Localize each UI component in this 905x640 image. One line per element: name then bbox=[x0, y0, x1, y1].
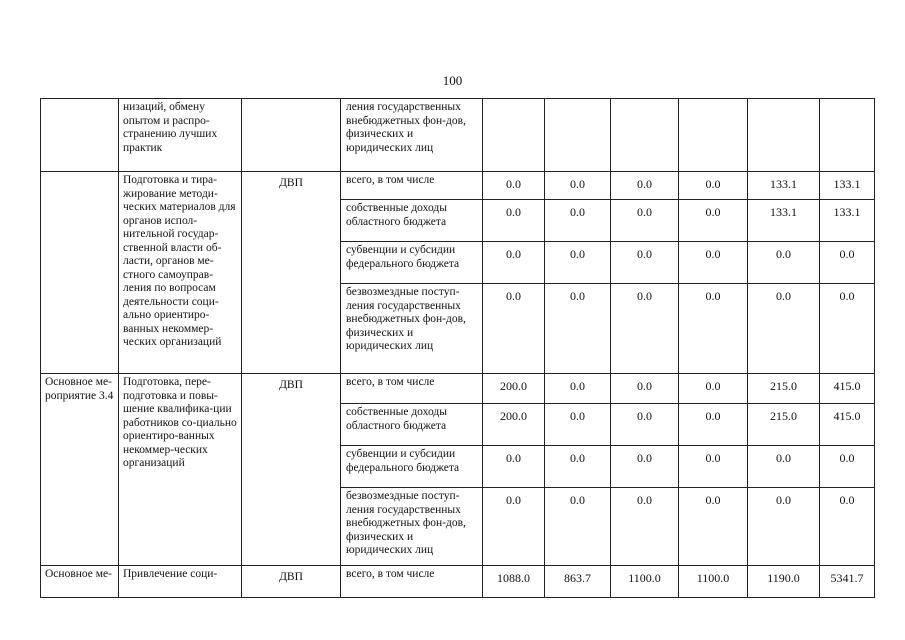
activity-name-cell: низаций, обмену опытом и распро-странению лучших практик bbox=[119, 99, 242, 172]
value-cell: 0.0 bbox=[611, 488, 679, 566]
funding-source-cell: всего, в том числе bbox=[341, 566, 483, 598]
value-cell: 0.0 bbox=[545, 404, 611, 446]
value-cell: 0.0 bbox=[483, 284, 545, 374]
activity-name-cell: Подготовка, пере-подготовка и повы-шение квалифика-ции работников со-циально ориентиро-ванных некоммер-ческих организаций bbox=[119, 374, 242, 566]
funding-source-cell: всего, в том числе bbox=[341, 172, 483, 200]
value-cell: 0.0 bbox=[679, 200, 748, 242]
value-cell: 0.0 bbox=[748, 488, 820, 566]
value-cell: 1190.0 bbox=[748, 566, 820, 598]
activity-code-cell bbox=[41, 99, 119, 172]
value-cell: 215.0 bbox=[748, 404, 820, 446]
value-cell bbox=[679, 99, 748, 172]
table-row bbox=[41, 566, 875, 598]
page-number: 100 bbox=[442, 73, 463, 88]
value-cell: 863.7 bbox=[545, 566, 611, 598]
funding-source-cell: субвенции и субсидии федерального бюджета bbox=[341, 242, 483, 284]
value-cell: 0.0 bbox=[545, 488, 611, 566]
value-cell: 1100.0 bbox=[611, 566, 679, 598]
value-cell: 0.0 bbox=[611, 284, 679, 374]
value-cell: 415.0 bbox=[820, 404, 875, 446]
value-cell: 1088.0 bbox=[483, 566, 545, 598]
activity-name-cell: Подготовка и тира-жирование методи-ческих материалов для органов испол-нительной государ-ственной власти об-ласти, органов ме-стного самоуправ-ления по вопросам деятельности соци-ально ориентиро-ванных некоммер-ческих организаций bbox=[119, 172, 242, 374]
value-cell: 0.0 bbox=[820, 446, 875, 488]
value-cell: 0.0 bbox=[679, 404, 748, 446]
value-cell: 133.1 bbox=[820, 172, 875, 200]
value-cell: 0.0 bbox=[611, 446, 679, 488]
source-cell: ДВП bbox=[242, 566, 341, 598]
value-cell: 0.0 bbox=[611, 242, 679, 284]
value-cell: 200.0 bbox=[483, 374, 545, 404]
value-cell: 133.1 bbox=[748, 200, 820, 242]
value-cell bbox=[748, 99, 820, 172]
value-cell: 0.0 bbox=[483, 488, 545, 566]
value-cell: 0.0 bbox=[545, 446, 611, 488]
value-cell: 5341.7 bbox=[820, 566, 875, 598]
value-cell: 0.0 bbox=[679, 446, 748, 488]
table-row bbox=[41, 374, 875, 404]
value-cell: 0.0 bbox=[483, 446, 545, 488]
value-cell: 0.0 bbox=[483, 242, 545, 284]
funding-source-cell: безвозмездные поступ-ления государственных внебюджетных фон-дов, физических и юридических лиц bbox=[341, 488, 483, 566]
activity-code-cell: Основное ме-роприятие 3.4 bbox=[41, 374, 119, 566]
value-cell: 0.0 bbox=[679, 488, 748, 566]
value-cell bbox=[545, 99, 611, 172]
value-cell: 0.0 bbox=[679, 374, 748, 404]
funding-source-cell: собственные доходы областного бюджета bbox=[341, 200, 483, 242]
value-cell: 0.0 bbox=[679, 284, 748, 374]
value-cell: 0.0 bbox=[611, 172, 679, 200]
value-cell bbox=[820, 99, 875, 172]
value-cell: 0.0 bbox=[483, 200, 545, 242]
value-cell: 0.0 bbox=[820, 284, 875, 374]
value-cell: 0.0 bbox=[611, 374, 679, 404]
value-cell bbox=[611, 99, 679, 172]
source-cell bbox=[242, 99, 341, 172]
table-body bbox=[41, 99, 875, 598]
value-cell: 0.0 bbox=[611, 404, 679, 446]
value-cell: 1100.0 bbox=[679, 566, 748, 598]
value-cell: 0.0 bbox=[679, 172, 748, 200]
value-cell: 0.0 bbox=[545, 374, 611, 404]
table-row bbox=[41, 99, 875, 172]
value-cell: 0.0 bbox=[748, 242, 820, 284]
value-cell bbox=[483, 99, 545, 172]
activity-code-cell: Основное ме- bbox=[41, 566, 119, 598]
funding-source-cell: ления государственных внебюджетных фон-дов, физических и юридических лиц bbox=[341, 99, 483, 172]
value-cell: 0.0 bbox=[748, 446, 820, 488]
value-cell: 0.0 bbox=[545, 200, 611, 242]
value-cell: 0.0 bbox=[611, 200, 679, 242]
funding-source-cell: всего, в том числе bbox=[341, 374, 483, 404]
value-cell: 415.0 bbox=[820, 374, 875, 404]
funding-source-cell: субвенции и субсидии федерального бюджета bbox=[341, 446, 483, 488]
activity-code-cell bbox=[41, 172, 119, 374]
source-cell: ДВП bbox=[242, 172, 341, 374]
activity-name-cell: Привлечение соци- bbox=[119, 566, 242, 598]
value-cell: 0.0 bbox=[545, 284, 611, 374]
value-cell: 0.0 bbox=[679, 242, 748, 284]
value-cell: 133.1 bbox=[820, 200, 875, 242]
value-cell: 133.1 bbox=[748, 172, 820, 200]
value-cell: 0.0 bbox=[483, 172, 545, 200]
value-cell: 200.0 bbox=[483, 404, 545, 446]
funding-source-cell: собственные доходы областного бюджета bbox=[341, 404, 483, 446]
value-cell: 0.0 bbox=[545, 242, 611, 284]
value-cell: 0.0 bbox=[820, 488, 875, 566]
value-cell: 0.0 bbox=[820, 242, 875, 284]
table-row bbox=[41, 172, 875, 200]
value-cell: 0.0 bbox=[545, 172, 611, 200]
value-cell: 215.0 bbox=[748, 374, 820, 404]
source-cell: ДВП bbox=[242, 374, 341, 566]
value-cell: 0.0 bbox=[748, 284, 820, 374]
budget-table bbox=[40, 98, 875, 598]
funding-source-cell: безвозмездные поступ-ления государственных внебюджетных фон-дов, физических и юридических лиц bbox=[341, 284, 483, 374]
